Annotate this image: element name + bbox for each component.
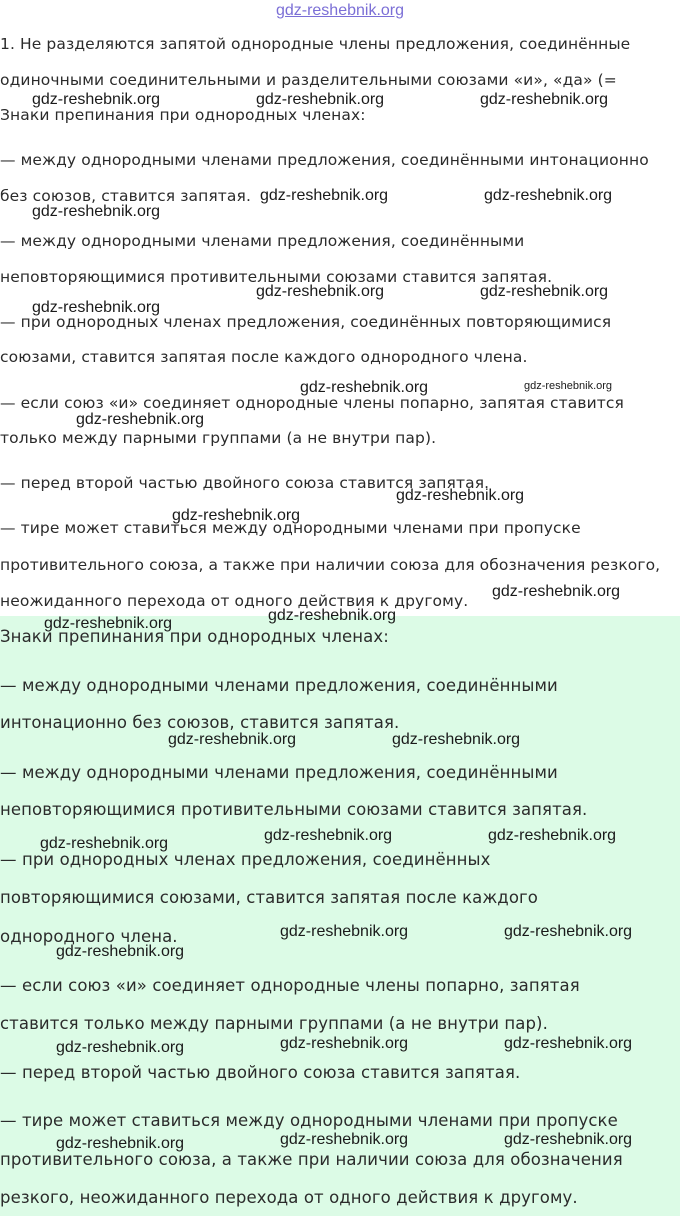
text-line: — перед второй частью двойного союза ставится запятая. (0, 474, 490, 492)
watermark-text: gdz-reshebnik.org (504, 1035, 633, 1052)
text-line: — если союз «и» соединяет однородные члены попарно, запятая ставится (0, 394, 624, 412)
text-line: неповторяющимися противительными союзами ставится запятая. (0, 800, 588, 819)
watermark-text: gdz-reshebnik.org (300, 379, 429, 396)
watermark-text: gdz-reshebnik.org (264, 827, 393, 844)
watermark-text: gdz-reshebnik.org (392, 731, 521, 748)
site-watermark-link[interactable]: gdz-reshebnik.org (275, 2, 405, 19)
watermark-text: gdz-reshebnik.org (76, 411, 205, 428)
text-line: резкого, неожиданного перехода от одного действия к другому. (0, 1188, 578, 1207)
watermark-text: gdz-reshebnik.org (260, 187, 389, 204)
watermark-text: gdz-reshebnik.org (168, 731, 297, 748)
watermark-text: gdz-reshebnik.org (280, 1131, 409, 1148)
text-line: — тире может ставиться между однородными членами при пропуске (0, 1111, 618, 1130)
watermark-text: gdz-reshebnik.org (256, 283, 385, 300)
text-line: — если союз «и» соединяет однородные члены попарно, запятая (0, 976, 580, 995)
watermark-text: gdz-reshebnik.org (280, 1035, 409, 1052)
text-line: — тире может ставиться между однородными членами при пропуске (0, 519, 581, 537)
text-line: интонационно без союзов, ставится запятая. (0, 713, 400, 732)
watermark-text: gdz-reshebnik.org (44, 615, 173, 632)
text-line: — между однородными членами предложения, соединёнными (0, 763, 558, 782)
watermark-text: gdz-reshebnik.org (268, 607, 397, 624)
watermark-text: gdz-reshebnik.org (488, 827, 617, 844)
watermark-text: gdz-reshebnik.org (480, 91, 609, 108)
watermark-text: gdz-reshebnik.org (172, 507, 301, 524)
watermark-text: gdz-reshebnik.org (256, 91, 385, 108)
text-line: — между однородными членами предложения, соединёнными (0, 232, 525, 250)
text-line: повторяющимися союзами, ставится запятая после каждого (0, 888, 538, 907)
text-line: — между однородными членами предложения, соединёнными интонационно (0, 151, 649, 169)
watermark-text: gdz-reshebnik.org (504, 1131, 633, 1148)
watermark-text: gdz-reshebnik.org (56, 943, 185, 960)
watermark-text: gdz-reshebnik.org (484, 187, 613, 204)
text-line: одиночными соединительными и разделительными союзами «и», «да» (= (0, 71, 617, 89)
text-line: — перед второй частью двойного союза ставится запятая. (0, 1063, 521, 1082)
text-line: Знаки препинания при однородных членах: (0, 106, 366, 124)
text-line: однородного члена. (0, 927, 178, 946)
text-line: — между однородными членами предложения, соединёнными (0, 676, 558, 695)
watermark-text: gdz-reshebnik.org (480, 283, 609, 300)
text-line: неповторяющимися противительными союзами ставится запятая. (0, 268, 553, 286)
watermark-text: gdz-reshebnik.org (32, 91, 161, 108)
watermark-text: gdz-reshebnik.org (396, 487, 525, 504)
text-line: неожиданного перехода от одного действия к другому. (0, 592, 469, 610)
watermark-text: gdz-reshebnik.org (56, 1039, 185, 1056)
watermark-text: gdz-reshebnik.org (40, 835, 169, 852)
watermark-text: gdz-reshebnik.org (524, 380, 613, 392)
text-line: ставится только между парными группами (а не внутри пар). (0, 1014, 548, 1033)
text-line: — при однородных членах предложения, соединённых повторяющимися (0, 313, 612, 331)
text-line: — при однородных членах предложения, соединённых (0, 850, 491, 869)
watermark-text: gdz-reshebnik.org (504, 923, 633, 940)
text-line: без союзов, ставится запятая. (0, 187, 251, 205)
text-line: противительного союза, а также при наличии союза для обозначения резкого, (0, 556, 661, 574)
text-line: союзами, ставится запятая после каждого однородного члена. (0, 348, 528, 366)
watermark-text: gdz-reshebnik.org (280, 923, 409, 940)
text-line: противительного союза, а также при наличии союза для обозначения (0, 1150, 623, 1169)
watermark-text: gdz-reshebnik.org (32, 203, 161, 220)
text-line: Знаки препинания при однородных членах: (0, 627, 389, 646)
watermark-text: gdz-reshebnik.org (492, 583, 621, 600)
text-line: 1. Не разделяются запятой однородные члены предложения, соединённые (0, 35, 631, 53)
watermark-text: gdz-reshebnik.org (56, 1135, 185, 1152)
text-line: только между парными группами (а не внутри пар). (0, 429, 437, 447)
watermark-text: gdz-reshebnik.org (32, 299, 161, 316)
